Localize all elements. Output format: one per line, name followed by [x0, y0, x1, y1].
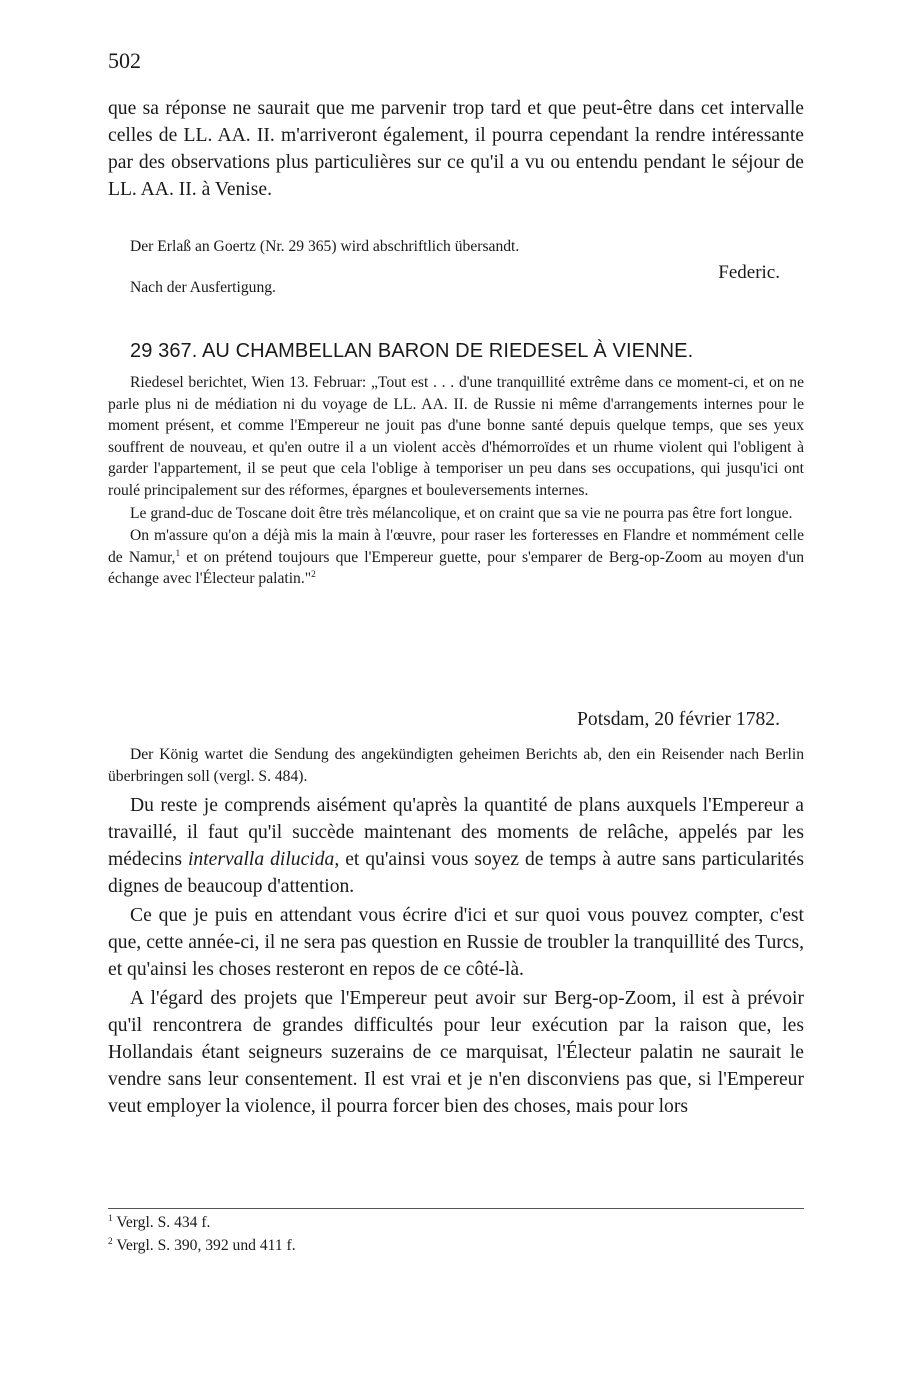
footnote-ref: 1 — [175, 548, 181, 559]
koenig-note: Der König wartet die Sendung des angekündigten geheimen Berichts ab, den ein Reisender nach Berlin überbringen soll (vergl. S. 484). — [108, 746, 804, 785]
latin-phrase: intervalla dilucida, — [187, 849, 340, 870]
report-summary — [108, 372, 804, 591]
letter-body — [108, 792, 804, 1122]
signature: Federic. — [718, 262, 780, 283]
erlass-note: Der Erlaß an Goertz (Nr. 29 365) wird abschriftlich übersandt. — [130, 238, 520, 255]
letter-paragraph: Ce que je puis en attendant vous écrire d'ici et sur quoi vous pouvez compter, c'est que, cette année-ci, il ne sera pas question en Russie de troubler la tranquillité des Turcs, et qu'ainsi les choses resteront en repos de ce côté-là. — [108, 905, 804, 980]
letter-paragraph: A l'égard des projets que l'Empereur peut avoir sur Berg-op-Zoom, il est à prévoir qu'il rencontrera de grandes difficultés pour leur exécution par la raison que, les Hollandais étant seigneurs suzerains de ce marquisat, l'Électeur palatin ne saurait le vendre sans leur consentement. Il est vrai et je n'en disconviens pas que, si l'Empereur veut employer la violence, il pourra forcer bien des choses, mais pour lors — [108, 988, 804, 1117]
page-number: 502 — [108, 48, 141, 73]
letter-text: et qu'ainsi vous soyez de temps à autre sans particularités dignes de beaucoup d'attention. — [108, 849, 804, 897]
footnote-divider — [108, 1208, 804, 1209]
footnote-ref: 2 — [311, 570, 316, 581]
letter-heading: 29 367. AU CHAMBELLAN BARON DE RIEDESEL À VIENNE. — [130, 340, 694, 362]
footnote — [108, 1237, 296, 1255]
dateline: Potsdam, 20 février 1782. — [577, 709, 780, 730]
opening-paragraph: que sa réponse ne saurait que me parvenir trop tard et que peut-être dans cet intervalle celles de LL. AA. II. m'arriveront également, il pourra cependant la rendre intéressante par des observations plus particulières sur ce qu'il a vu ou entendu pendant le séjour de LL. AA. II. à Venise. — [108, 98, 804, 200]
footnote-mark: 2 — [108, 1236, 113, 1247]
report-text: et on prétend toujours que l'Empereur guette, pour s'emparer de Berg-op-Zoom au moyen d'un échange avec l'Électeur palatin." — [108, 548, 804, 588]
letter-text: Du reste je comprends aisément qu'après la quantité de plans auxquels l'Empereur a travaillé, il faut qu'il succède maintenant des moments de relâche, appelés par les médecins — [108, 795, 804, 870]
footnote-text: Vergl. S. 434 f. — [116, 1214, 211, 1231]
report-paragraph: Le grand-duc de Toscane doit être très mélancolique, et on craint que sa vie ne pourra pas être fort longue. — [130, 504, 793, 522]
report-text: On m'assure qu'on a déjà mis la main à l'œuvre, pour raser les forteresses en Flandre et nommément celle de Namur, — [108, 527, 804, 566]
footnote-text: Vergl. S. 390, 392 und 411 f. — [116, 1237, 296, 1254]
report-paragraph: Riedesel berichtet, Wien 13. Februar: „Tout est . . . d'une tranquillité extrême dans ce moment-ci, et on ne parle plus ni de médiation ni du voyage de LL. AA. II. de Russie ni même d'arrangements internes pour le moment présent, et comme l'Empereur ne jouit pas d'une bonne santé depuis quelque temps, que ses yeux souffrent de nouveau, et qu'en outre il a un violent accès d'hémorroïdes et un rhume violent qui l'obligent à garder l'appartement, il se peut que cela l'oblige à temporiser un peu dans ses occupations, qui jusqu'ici ont roulé principalement sur des réformes, épargnes et bouleversements internes. — [108, 374, 804, 499]
letter-paragraph — [108, 792, 804, 900]
footnote — [108, 1214, 210, 1232]
source-note: Nach der Ausfertigung. — [130, 279, 276, 296]
footnote-mark: 1 — [108, 1213, 113, 1224]
report-paragraph — [108, 525, 804, 590]
